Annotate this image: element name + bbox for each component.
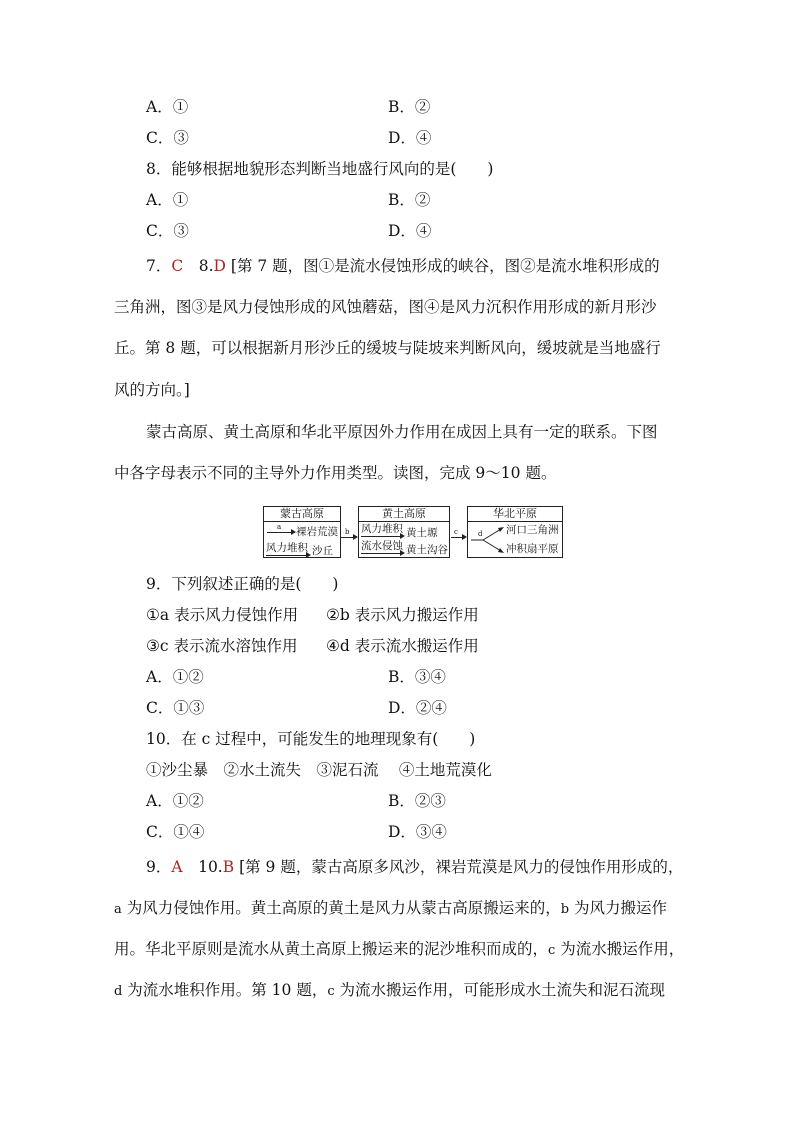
q7-option-c: C．③ (146, 129, 189, 147)
box-mongolian-plateau-title: 蒙古高原 (264, 507, 340, 522)
sand-dune: 沙丘 (312, 545, 333, 557)
answer-9-10-line4 (114, 980, 665, 1002)
answer-7-prefix: 7． (146, 257, 172, 275)
answer-9-10-text4b: 为流水搬运作用，可能形成水土流失和泥石流现 (334, 981, 666, 999)
branch-arrows-d (471, 524, 507, 556)
letter-b-inline: b (560, 902, 570, 917)
q7-option-b: B．② (388, 98, 431, 116)
water-erosion-label: 流水侵蚀 (361, 540, 403, 552)
answer-9-10-line2 (114, 898, 667, 920)
q10-option-d: D．③④ (388, 823, 447, 841)
q8-option-c: C．③ (146, 222, 189, 240)
arrow-water-erosion-head (400, 550, 405, 556)
bare-rock-desert: 裸岩荒漠 (296, 526, 338, 538)
arrow-wind-deposition-2 (361, 536, 401, 537)
answer-7-8-line1 (146, 256, 660, 276)
answer-9-10-line1 (146, 857, 683, 877)
q10-items: ①沙尘暴 ②水土流失 ③泥石流 ④土地荒漠化 (146, 761, 492, 779)
answer-9-10-text3: 用。华北平原则是流水从黄土高原上搬运来的泥沙堆积而成的， (114, 940, 549, 958)
answer-9-10-line3 (114, 939, 684, 961)
q8-option-a: A．① (146, 191, 189, 209)
box-loess-plateau (358, 506, 450, 558)
answer-9-10-text4: 为流水堆积作用。第 10 题， (122, 981, 328, 999)
letter-c: c (454, 528, 458, 536)
q9-stem: 9．下列叙述正确的是( ) (146, 575, 339, 593)
letter-a-inline: a (114, 902, 122, 917)
estuary-delta: 河口三角洲 (506, 524, 559, 536)
q8-stem: 8．能够根据地貌形态判断当地盛行风向的是( ) (146, 160, 494, 178)
answer-9-10-text2: 为风力侵蚀作用。黄土高原的黄土是风力从蒙古高原搬运来的， (121, 899, 561, 917)
q9-option-a: A．①② (146, 668, 204, 686)
landform-process-diagram (263, 505, 563, 559)
wind-deposition-label-2: 风力堆积 (361, 523, 403, 535)
arrow-wind-deposition-head (306, 552, 311, 558)
q9-option-d: D．②④ (388, 699, 447, 717)
intro-line2: 中各字母表示不同的主导外力作用类型。读图，完成 9～10 题。 (114, 464, 557, 482)
answer-8-letter: D (213, 257, 226, 275)
q8-option-d: D．④ (388, 222, 432, 240)
box-loess-plateau-title: 黄土高原 (359, 507, 449, 522)
answer-10-letter: B (222, 858, 235, 876)
answer-8-prefix: 8. (183, 257, 214, 275)
q10-stem: 10．在 c 过程中，可能发生的地理现象有( ) (146, 730, 476, 748)
q9-option-b: B．③④ (388, 668, 446, 686)
answer-9-10-text2b: 为风力搬运作 (569, 899, 667, 917)
q9-statement-3: ③c 表示流水溶蚀作用 (146, 637, 298, 655)
box-north-china-plain-title: 华北平原 (468, 507, 562, 522)
letter-d-inline: d (114, 984, 123, 999)
answer-9-10-text1: [第 9 题，蒙古高原多风沙，裸岩荒漠是风力的侵蚀作用形成的， (239, 858, 684, 876)
q9-statement-2: ②b 表示风力搬运作用 (326, 606, 479, 624)
letter-c-inline: c (548, 943, 556, 958)
q10-option-c: C．①④ (146, 823, 205, 841)
letter-d: d (478, 530, 483, 538)
letter-b: b (345, 528, 350, 536)
arrow-wind-deposition (266, 555, 307, 556)
loess-tableland: 黄土塬 (406, 527, 438, 539)
q7-option-a: A．① (146, 98, 189, 116)
answer-7-8-line4: 风的方向。] (114, 381, 190, 399)
wind-deposition-label: 风力堆积 (266, 542, 308, 554)
answer-9-10-text3b: 为流水搬运作用， (555, 940, 685, 958)
q10-option-a: A．①② (146, 792, 204, 810)
q9-option-c: C．①③ (146, 699, 205, 717)
answer-7-8-line2: 三角洲，图③是风力侵蚀形成的风蚀蘑菇，图④是风力沉积作用形成的新月形沙 (114, 298, 657, 316)
q8-option-b: B．② (388, 191, 431, 209)
intro-line1: 蒙古高原、黄土高原和华北平原因外力作用在成因上具有一定的联系。下图 (146, 423, 658, 441)
box-mongolian-plateau (263, 506, 341, 558)
box-north-china-plain (467, 506, 563, 558)
arrow-water-erosion (361, 553, 401, 554)
q9-statement-1: ①a 表示风力侵蚀作用 (146, 606, 299, 624)
letter-c-inline-2: c (327, 984, 335, 999)
answer-9-letter: A (171, 858, 183, 876)
letter-a: a (277, 523, 282, 531)
answer-7-8-text1: [第 7 题，图①是流水侵蚀形成的峡谷，图②是流水堆积形成的 (230, 257, 660, 275)
loess-gully: 黄土沟谷 (406, 544, 448, 556)
answer-7-8-line3: 丘。第 8 题，可以根据新月形沙丘的缓坡与陡坡来判断风向，缓坡就是当地盛行 (114, 339, 661, 357)
arrow-a (267, 532, 292, 533)
answer-10-prefix: 10. (182, 858, 223, 876)
alluvial-fan-plain: 冲积扇平原 (506, 543, 559, 555)
q7-option-d: D．④ (388, 129, 432, 147)
q10-option-b: B．②③ (388, 792, 446, 810)
answer-9-prefix: 9． (146, 858, 172, 876)
q9-statement-4: ④d 表示流水搬运作用 (326, 637, 479, 655)
arrow-wind-deposition-2-head (400, 533, 405, 539)
answer-7-letter: C (171, 257, 184, 275)
